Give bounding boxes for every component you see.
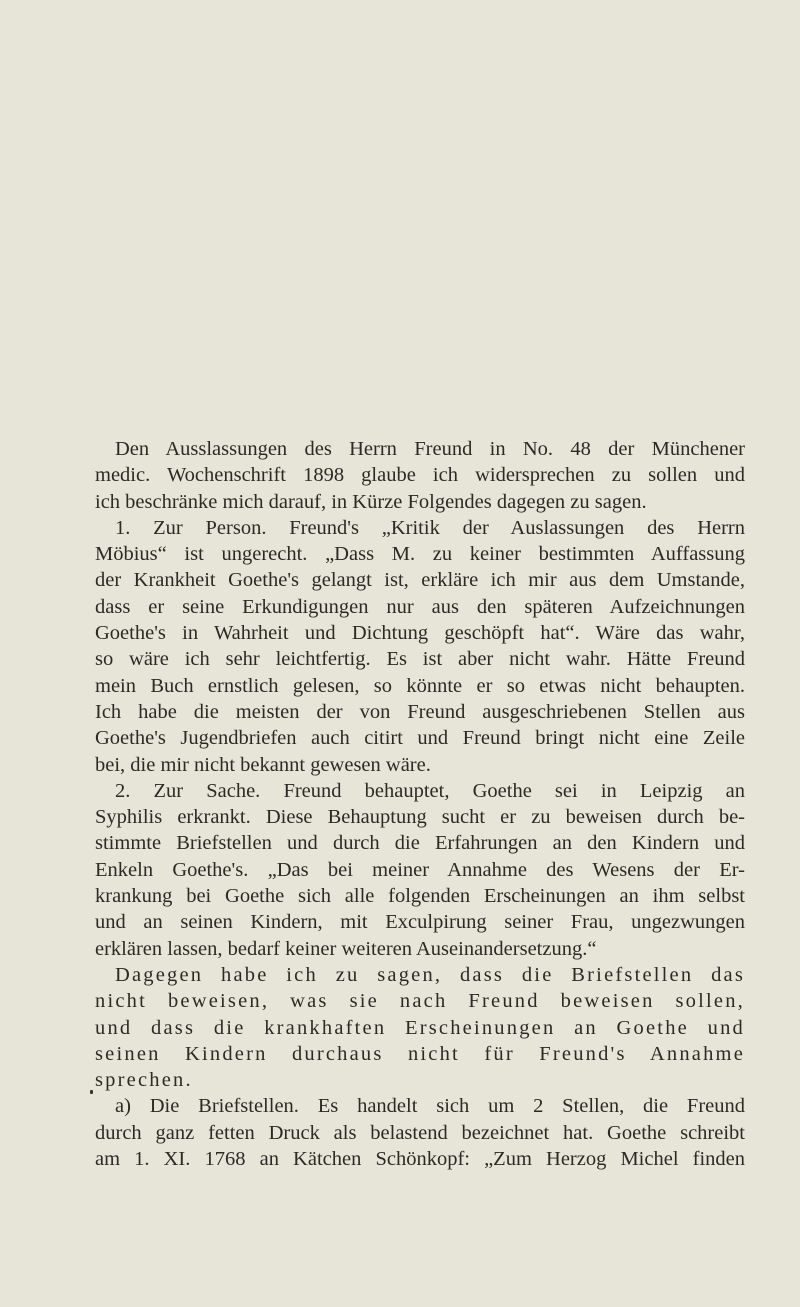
text-line: ich beschränke mich darauf, in Kürze Folgendes dagegen zu sagen. (95, 490, 647, 513)
text-line: Goethe's Jugendbriefen auch citirt und Freund bringt nicht eine Zeile (95, 727, 745, 750)
text-line: Goethe's in Wahrheit und Dichtung geschöpft hat“. Wäre das wahr, (95, 622, 745, 645)
text-line: sprechen. (95, 1069, 193, 1092)
text-line: a) Die Briefstellen. Es handelt sich um 2 Stellen, die Freund (115, 1095, 745, 1118)
text-line: und dass die krankhaften Erscheinungen an Goethe und (95, 1016, 745, 1039)
text-line: mein Buch ernstlich gelesen, so könnte er so etwas nicht behaupten. (95, 674, 745, 697)
text-line: Syphilis erkrankt. Diese Behauptung sucht er zu beweisen durch be- (95, 806, 745, 829)
text-line: Ich habe die meisten der von Freund ausgeschriebenen Stellen aus (95, 700, 745, 723)
text-line: Den Ausslassungen des Herrn Freund in No. 48 der Münchener (115, 438, 745, 460)
text-line: erklären lassen, bedarf keiner weiteren Auseinandersetzung.“ (95, 937, 597, 960)
ink-speck (90, 1090, 93, 1094)
text-line: stimmte Briefstellen und durch die Erfahrungen an den Kindern und (95, 832, 745, 855)
text-line: medic. Wochenschrift 1898 glaube ich widersprechen zu sollen und (95, 464, 745, 487)
body-text (95, 436, 745, 1172)
text-line: dass er seine Erkundigungen nur aus den späteren Aufzeichnungen (95, 595, 745, 618)
text-line: am 1. XI. 1768 an Kätchen Schönkopf: „Zum Herzog Michel finden (95, 1148, 745, 1171)
text-line: krankung bei Goethe sich alle folgenden Erscheinungen an ihm selbst (95, 885, 745, 908)
text-line: und an seinen Kindern, mit Exculpirung seiner Frau, ungezwungen (95, 911, 745, 934)
text-line: nicht beweisen, was sie nach Freund beweisen sollen, (95, 990, 745, 1013)
text-line: 1. Zur Person. Freund's „Kritik der Auslassungen des Herrn (115, 516, 745, 539)
text-line: Möbius“ ist ungerecht. „Dass M. zu keiner bestimmten Auffassung (95, 543, 745, 566)
text-line: bei, die mir nicht bekannt gewesen wäre. (95, 753, 431, 776)
text-line: durch ganz fetten Druck als belastend bezeichnet hat. Goethe schreibt (95, 1121, 745, 1144)
text-line: Dagegen habe ich zu sagen, dass die Briefstellen das (115, 963, 745, 986)
text-line: 2. Zur Sache. Freund behauptet, Goethe sei in Leipzig an (115, 779, 745, 802)
text-line: so wäre ich sehr leichtfertig. Es ist aber nicht wahr. Hätte Freund (95, 648, 745, 671)
text-line: Enkeln Goethe's. „Das bei meiner Annahme des Wesens der Er- (95, 858, 745, 881)
text-line: der Krankheit Goethe's gelangt ist, erkläre ich mir aus dem Umstande, (95, 569, 745, 592)
text-line: seinen Kindern durchaus nicht für Freund's Annahme (95, 1042, 745, 1065)
